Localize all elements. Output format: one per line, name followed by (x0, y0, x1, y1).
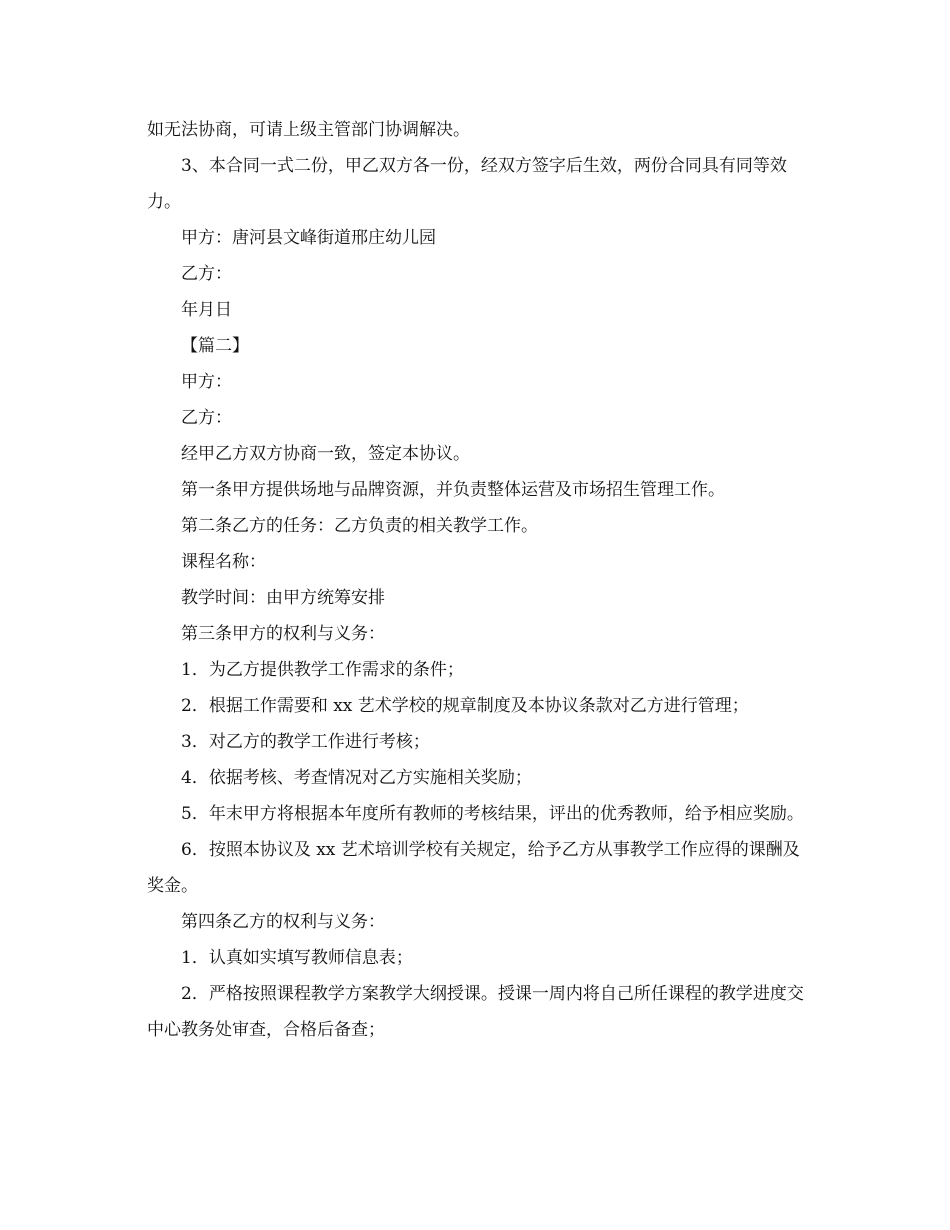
course-name-line: 课程名称： (181, 552, 266, 572)
article-3-item: 5．年末甲方将根据本年度所有教师的考核结果，评出的优秀教师，给予相应奖励。 (181, 804, 804, 824)
section-heading: 【篇二】 (181, 336, 249, 356)
article-4-item: 1．认真如实填写教师信息表； (181, 948, 413, 968)
article-3-item: 4．依据考核、考查情况对乙方实施相关奖励； (181, 768, 532, 788)
date-line: 年月日 (181, 300, 232, 320)
article-2: 第二条乙方的任务：乙方负责的相关教学工作。 (181, 516, 538, 536)
article-3-item: 2．根据工作需要和 xx 艺术学校的规章制度及本协议条款对乙方进行管理； (181, 696, 749, 716)
paragraph-contract-copies: 3、本合同一式二份，甲乙双方各一份，经双方签字后生效，两份合同具有同等效力。 (147, 156, 787, 212)
agreement-intro: 经甲乙方双方协商一致，签定本协议。 (181, 444, 470, 464)
article-4-heading: 第四条乙方的权利与义务： (181, 912, 385, 932)
article-3-item: 6．按照本协议及 xx 艺术培训学校有关规定，给予乙方从事教学工作应得的课酬及奖金。 (147, 840, 800, 896)
article-3-item: 1．为乙方提供教学工作需求的条件； (181, 660, 464, 680)
teaching-time-line: 教学时间：由甲方统筹安排 (181, 588, 385, 608)
article-4-item: 2．严格按照课程教学方案教学大纲授课。授课一周内将自己所任课程的教学进度交中心教务处审查，合格后备查； (147, 984, 804, 1040)
document-body (147, 112, 807, 1048)
party-b-line-2: 乙方： (181, 408, 232, 428)
article-3-heading: 第三条甲方的权利与义务： (181, 624, 385, 644)
party-a-line-2: 甲方： (181, 372, 232, 392)
paragraph-continuation: 如无法协商，可请上级主管部门协调解决。 (147, 120, 470, 140)
party-a-line: 甲方：唐河县文峰街道邢庄幼儿园 (181, 228, 436, 248)
party-b-line: 乙方： (181, 264, 232, 284)
article-3-item: 3．对乙方的教学工作进行考核； (181, 732, 430, 752)
article-1: 第一条甲方提供场地与品牌资源，并负责整体运营及市场招生管理工作。 (181, 480, 725, 500)
